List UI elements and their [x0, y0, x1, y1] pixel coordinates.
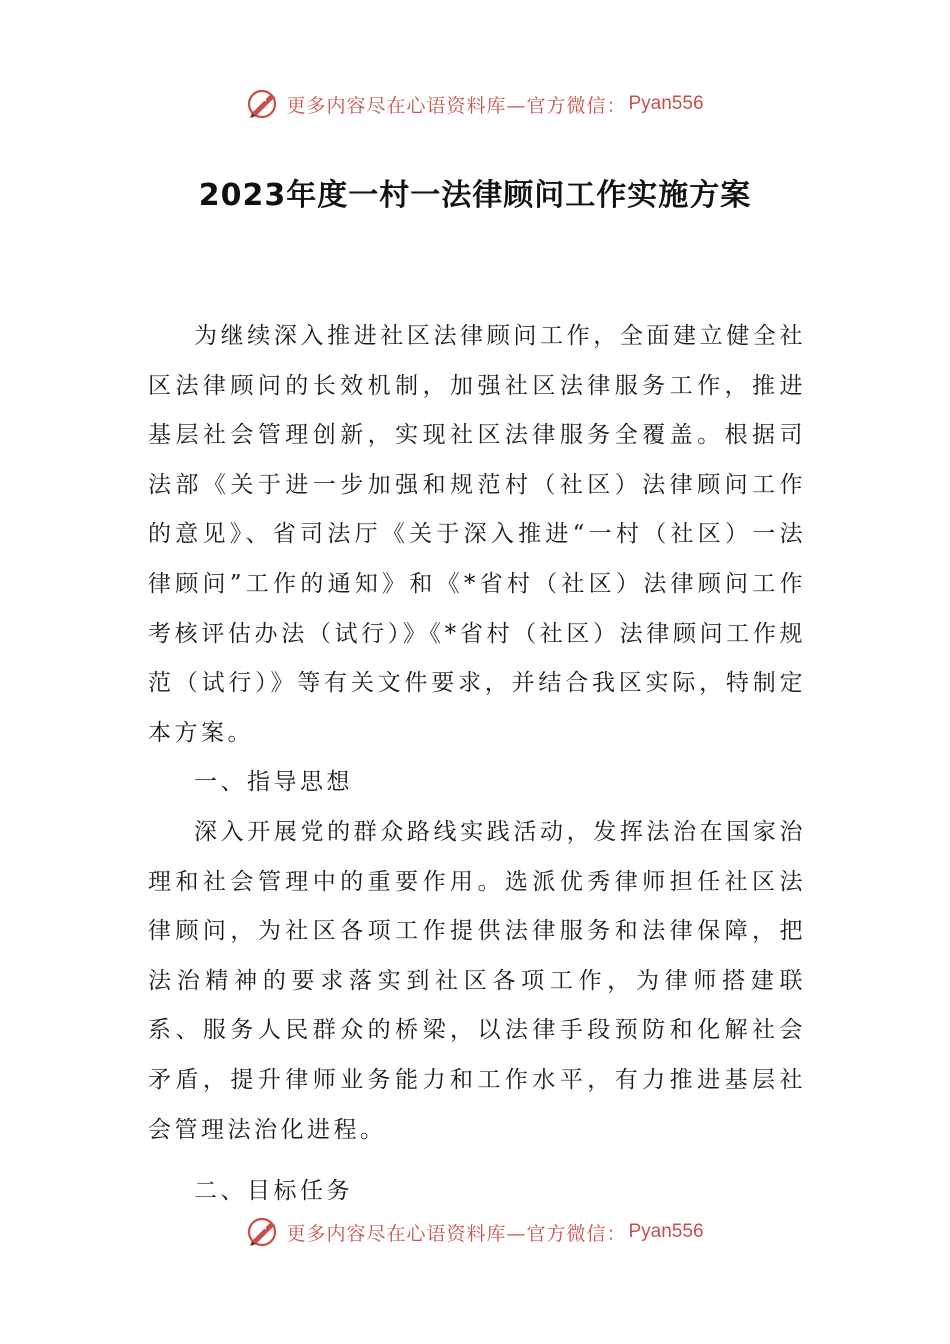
- watermark-text: 更多内容尽在心语资料库—官方微信：: [286, 94, 627, 117]
- footer-watermark: [0, 1212, 950, 1252]
- document-body: [148, 312, 806, 1217]
- intro-paragraph: 为继续深入推进社区法律顾问工作，全面建立健全社区法律顾问的长效机制，加强社区法律服务工作，推进基层社会管理创新，实现社区法律服务全覆盖。根据司法部《关于进一步加强和规范村（社区）法律顾问工作的意见》、省司法厅《关于深入推进“一村（社区）一法律顾问”工作的通知》和《*省村（社区）法律顾问工作考核评估办法（试行）》《*省村（社区）法律顾问工作规范（试行）》等有关文件要求，并结合我区实际，特制定本方案。: [148, 323, 806, 746]
- pen-logo-icon: [246, 87, 280, 121]
- pen-logo-icon: [246, 1215, 280, 1249]
- section-1-paragraph: 深入开展党的群众路线实践活动，发挥法治在国家治理和社会管理中的重要作用。选派优秀律师担任社区法律顾问，为社区各项工作提供法律服务和法律保障，把法治精神的要求落实到社区各项工作，为律师搭建联系、服务人民群众的桥梁，以法律手段预防和化解社会矛盾，提升律师业务能力和工作水平，有力推进基层社会管理法治化进程。: [148, 818, 806, 1143]
- watermark-wechat-id: Pyan556: [628, 1221, 704, 1242]
- section-1-heading: 一、指导思想: [194, 769, 353, 796]
- watermark-wechat-id: Pyan556: [628, 93, 704, 114]
- header-watermark: [0, 84, 950, 124]
- section-2-heading: 二、目标任务: [194, 1178, 353, 1205]
- document-title: 2023年度一村一法律顾问工作实施方案: [198, 178, 752, 213]
- watermark-text: 更多内容尽在心语资料库—官方微信：: [286, 1222, 627, 1245]
